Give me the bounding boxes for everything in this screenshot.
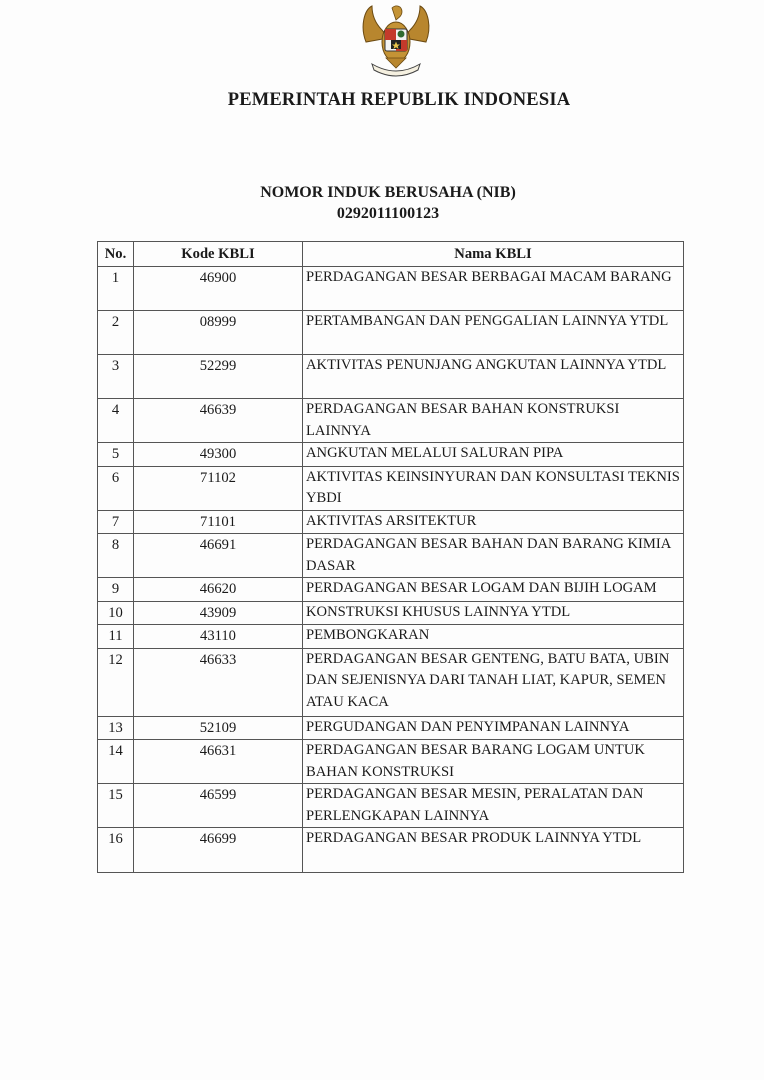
kbli-name: PERGUDANGAN DAN PENYIMPANAN LAINNYA <box>303 716 684 740</box>
kbli-code: 71101 <box>134 510 303 534</box>
row-number: 1 <box>98 267 134 311</box>
kbli-name: ANGKUTAN MELALUI SALURAN PIPA <box>303 443 684 467</box>
row-number: 6 <box>98 466 134 510</box>
kbli-code: 43909 <box>134 601 303 625</box>
kbli-code: 46633 <box>134 648 303 716</box>
row-number: 15 <box>98 784 134 828</box>
kbli-code: 46599 <box>134 784 303 828</box>
table-row <box>98 648 684 716</box>
government-title: PEMERINTAH REPUBLIK INDONESIA <box>227 90 571 110</box>
table-row <box>98 443 684 467</box>
kbli-code: 49300 <box>134 443 303 467</box>
row-number: 16 <box>98 828 134 873</box>
kbli-code: 52109 <box>134 716 303 740</box>
kbli-code: 52299 <box>134 355 303 399</box>
document-title: NOMOR INDUK BERUSAHA (NIB) <box>260 184 516 201</box>
column-header-nama-kbli: Nama KBLI <box>303 242 684 267</box>
table-row <box>98 740 684 784</box>
document-heading <box>0 182 764 224</box>
kbli-code: 43110 <box>134 625 303 649</box>
row-number: 12 <box>98 648 134 716</box>
kbli-name: AKTIVITAS ARSITEKTUR <box>303 510 684 534</box>
kbli-name: PERDAGANGAN BESAR BARANG LOGAM UNTUK BAHAN KONSTRUKSI <box>303 740 684 784</box>
kbli-code: 46620 <box>134 578 303 602</box>
table-row <box>98 510 684 534</box>
row-number: 13 <box>98 716 134 740</box>
kbli-name: PERDAGANGAN BESAR BAHAN DAN BARANG KIMIA DASAR <box>303 534 684 578</box>
table-row <box>98 625 684 649</box>
table-row <box>98 355 684 399</box>
kbli-code: 71102 <box>134 466 303 510</box>
kbli-name: AKTIVITAS PENUNJANG ANGKUTAN LAINNYA YTDL <box>303 355 684 399</box>
garuda-pancasila-emblem-icon <box>358 2 434 80</box>
table-row <box>98 311 684 355</box>
kbli-name: PERDAGANGAN BESAR BAHAN KONSTRUKSI LAINNYA <box>303 399 684 443</box>
row-number: 3 <box>98 355 134 399</box>
table-row <box>98 466 684 510</box>
kbli-name: PERDAGANGAN BESAR PRODUK LAINNYA YTDL <box>303 828 684 873</box>
column-header-no: No. <box>98 242 134 267</box>
kbli-table <box>97 241 684 873</box>
table-row <box>98 828 684 873</box>
table-row <box>98 267 684 311</box>
kbli-name: PERDAGANGAN BESAR MESIN, PERALATAN DAN PERLENGKAPAN LAINNYA <box>303 784 684 828</box>
table-row <box>98 784 684 828</box>
row-number: 9 <box>98 578 134 602</box>
kbli-name: PEMBONGKARAN <box>303 625 684 649</box>
row-number: 4 <box>98 399 134 443</box>
row-number: 5 <box>98 443 134 467</box>
kbli-name: PERTAMBANGAN DAN PENGGALIAN LAINNYA YTDL <box>303 311 684 355</box>
kbli-name: PERDAGANGAN BESAR LOGAM DAN BIJIH LOGAM <box>303 578 684 602</box>
row-number: 14 <box>98 740 134 784</box>
table-row <box>98 534 684 578</box>
row-number: 11 <box>98 625 134 649</box>
column-header-kode-kbli: Kode KBLI <box>134 242 303 267</box>
table-row <box>98 716 684 740</box>
table-row <box>98 601 684 625</box>
table-header-row <box>98 242 684 267</box>
kbli-code: 46639 <box>134 399 303 443</box>
table-row <box>98 399 684 443</box>
kbli-name: AKTIVITAS KEINSINYURAN DAN KONSULTASI TEKNIS YBDI <box>303 466 684 510</box>
kbli-code: 46691 <box>134 534 303 578</box>
kbli-name: PERDAGANGAN BESAR BERBAGAI MACAM BARANG <box>303 267 684 311</box>
kbli-name: KONSTRUKSI KHUSUS LAINNYA YTDL <box>303 601 684 625</box>
kbli-code: 46900 <box>134 267 303 311</box>
table-row <box>98 578 684 602</box>
kbli-code: 46631 <box>134 740 303 784</box>
row-number: 7 <box>98 510 134 534</box>
kbli-code: 08999 <box>134 311 303 355</box>
kbli-name: PERDAGANGAN BESAR GENTENG, BATU BATA, UBIN DAN SEJENISNYA DARI TANAH LIAT, KAPUR, SEMEN ATAU KACA <box>303 648 684 716</box>
kbli-code: 46699 <box>134 828 303 873</box>
row-number: 10 <box>98 601 134 625</box>
row-number: 2 <box>98 311 134 355</box>
nib-number: 0292011100123 <box>336 205 440 222</box>
row-number: 8 <box>98 534 134 578</box>
